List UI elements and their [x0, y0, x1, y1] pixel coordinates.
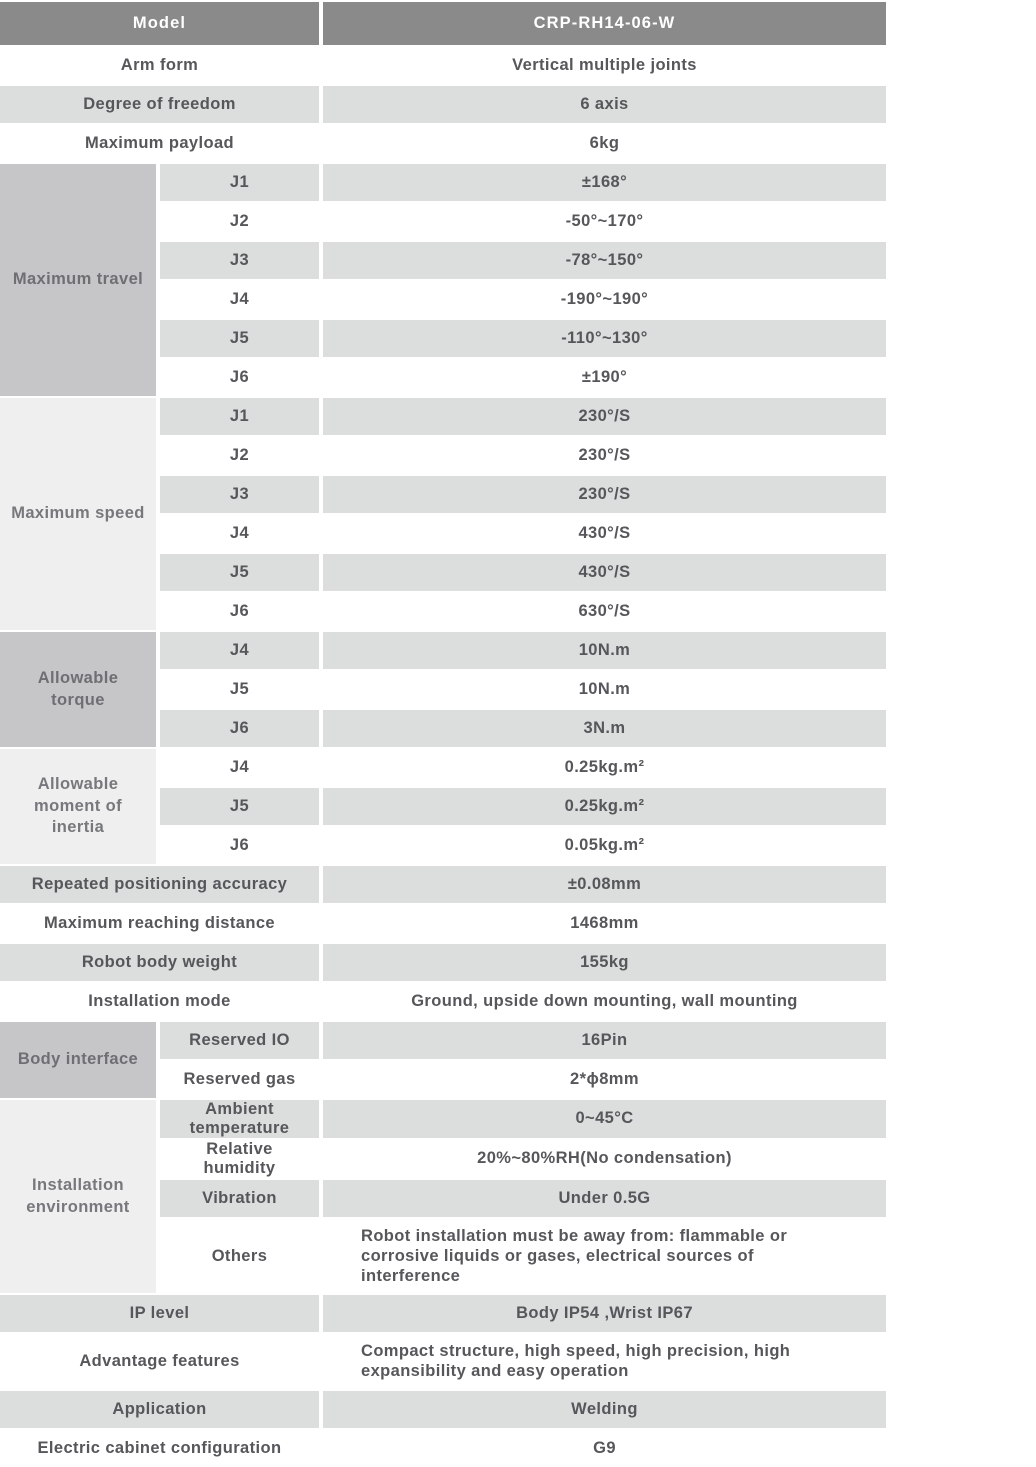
row-value-cell	[323, 47, 886, 84]
joint-label: J6	[229, 719, 250, 738]
row-value: Vertical multiple joints	[512, 56, 697, 75]
joint-value: 10N.m	[578, 641, 631, 660]
row-label: Robot body weight	[81, 953, 238, 972]
joint-label-cell	[160, 320, 319, 357]
joint-value: ±168°	[581, 173, 628, 192]
info-row	[160, 1140, 886, 1178]
row-label-cell	[0, 86, 319, 123]
info-label: Relative humidity	[203, 1139, 276, 1177]
row-value: G9	[593, 1438, 616, 1457]
info-label-cell	[160, 1061, 319, 1098]
joint-label: J6	[229, 836, 250, 855]
model-number-cell	[323, 2, 886, 45]
info-row	[160, 1022, 886, 1059]
row-value-cell	[323, 1295, 886, 1332]
joint-label: J1	[229, 407, 250, 426]
group-label: Allowable moment of inertia	[34, 775, 122, 837]
joint-value-cell	[323, 164, 886, 201]
row-value-cell	[323, 944, 886, 981]
row-label: Advantage features	[79, 1351, 240, 1370]
info-label: Vibration	[202, 1188, 277, 1207]
row-value: ±0.08mm	[567, 875, 642, 894]
joint-label-cell	[160, 242, 319, 279]
row-label-cell	[0, 905, 319, 942]
row-value: Welding	[571, 1399, 638, 1418]
table-row	[0, 905, 886, 942]
joint-label-cell	[160, 281, 319, 318]
table-row	[0, 1295, 886, 1332]
joint-value: 230°/S	[578, 407, 631, 426]
section-allowable-inertia	[0, 749, 886, 864]
joint-value: -190°~190°	[560, 290, 649, 309]
info-value-cell	[323, 1180, 886, 1217]
row-label: Installation mode	[88, 992, 231, 1011]
table-row	[0, 1430, 886, 1467]
info-row	[160, 1061, 886, 1098]
joint-value: 0.25kg.m²	[564, 758, 645, 777]
joint-row	[160, 788, 886, 825]
row-value-cell	[323, 866, 886, 903]
section-installation-environment	[0, 1100, 886, 1293]
joint-label-cell	[160, 749, 319, 786]
row-label: Electric cabinet configuration	[37, 1438, 282, 1457]
row-label: Repeated positioning accuracy	[31, 875, 288, 894]
joint-label-cell	[160, 476, 319, 513]
group-label-cell	[0, 1100, 156, 1293]
row-value: Compact structure, high speed, high precision, high expansibility and easy operation	[361, 1342, 791, 1381]
joint-row	[160, 164, 886, 201]
row-value-cell	[323, 983, 886, 1020]
joint-value: 10N.m	[578, 680, 631, 699]
joint-value-cell	[323, 320, 886, 357]
row-label-cell	[0, 1334, 319, 1388]
joint-label-cell	[160, 164, 319, 201]
info-label-cell	[160, 1180, 319, 1217]
joint-label-cell	[160, 437, 319, 474]
group-label: Maximum travel	[12, 270, 144, 289]
joint-value-cell	[323, 671, 886, 708]
row-label: Maximum reaching distance	[44, 914, 275, 933]
joint-row	[160, 398, 886, 435]
joint-label-cell	[160, 203, 319, 240]
group-rows	[160, 398, 886, 630]
joint-label: J1	[229, 173, 250, 192]
row-value: 6 axis	[580, 95, 629, 114]
joint-row	[160, 242, 886, 279]
group-label: Maximum speed	[11, 504, 145, 523]
joint-label: J5	[229, 680, 250, 699]
table-row	[0, 1334, 886, 1388]
joint-value: -50°~170°	[565, 212, 644, 231]
joint-value-cell	[323, 593, 886, 630]
joint-row	[160, 515, 886, 552]
joint-row	[160, 476, 886, 513]
joint-label-cell	[160, 632, 319, 669]
joint-value-cell	[323, 242, 886, 279]
group-rows	[160, 749, 886, 864]
joint-label: J3	[229, 251, 250, 270]
joint-row	[160, 320, 886, 357]
info-row	[160, 1100, 886, 1138]
joint-value-cell	[323, 632, 886, 669]
row-value-cell	[323, 86, 886, 123]
row-value-cell	[323, 905, 886, 942]
joint-label-cell	[160, 827, 319, 864]
joint-value-cell	[323, 359, 886, 396]
info-value: 16Pin	[581, 1031, 628, 1050]
group-rows	[160, 1022, 886, 1098]
info-value-cell	[323, 1140, 886, 1178]
group-label-cell	[0, 1022, 156, 1098]
group-rows	[160, 1100, 886, 1293]
joint-label: J4	[229, 524, 250, 543]
joint-label: J4	[229, 758, 250, 777]
joint-row	[160, 671, 886, 708]
joint-label: J3	[229, 485, 250, 504]
joint-row	[160, 281, 886, 318]
group-label-cell	[0, 398, 156, 630]
joint-label-cell	[160, 554, 319, 591]
joint-label-cell	[160, 593, 319, 630]
model-number: CRP-RH14-06-W	[533, 14, 676, 33]
row-value: 1468mm	[570, 914, 639, 933]
row-value-cell	[323, 1430, 886, 1467]
joint-label: J4	[229, 290, 250, 309]
joint-label: J5	[229, 563, 250, 582]
section-maximum-speed	[0, 398, 886, 630]
row-label: Arm form	[120, 56, 199, 75]
info-row	[160, 1180, 886, 1217]
row-label-cell	[0, 944, 319, 981]
joint-label: J2	[229, 446, 250, 465]
group-label-cell	[0, 749, 156, 864]
joint-label: J6	[229, 602, 250, 621]
info-label-cell	[160, 1140, 319, 1178]
table-row	[0, 86, 886, 123]
joint-label-cell	[160, 788, 319, 825]
group-rows	[160, 632, 886, 747]
joint-value: 630°/S	[578, 602, 631, 621]
joint-value: ±190°	[581, 368, 628, 387]
group-rows	[160, 164, 886, 396]
info-value-cell	[323, 1100, 886, 1138]
joint-value-cell	[323, 476, 886, 513]
info-label-cell	[160, 1100, 319, 1138]
info-label: Reserved gas	[183, 1070, 296, 1089]
table-row	[0, 866, 886, 903]
joint-label: J2	[229, 212, 250, 231]
info-label: Reserved IO	[189, 1031, 290, 1050]
row-label-cell	[0, 125, 319, 162]
joint-label: J5	[229, 329, 250, 348]
row-label: Application	[112, 1399, 207, 1418]
info-value-cell	[323, 1022, 886, 1059]
info-value-cell	[323, 1061, 886, 1098]
row-label: IP level	[129, 1304, 190, 1323]
table-row	[0, 47, 886, 84]
row-label-cell	[0, 866, 319, 903]
joint-value: 0.05kg.m²	[564, 836, 645, 855]
joint-value: 230°/S	[578, 446, 631, 465]
group-label: Body interface	[17, 1050, 139, 1069]
joint-value-cell	[323, 749, 886, 786]
group-label-cell	[0, 164, 156, 396]
section-allowable-torque	[0, 632, 886, 747]
table-row	[0, 125, 886, 162]
model-header-cell	[0, 2, 319, 45]
row-label: Maximum payload	[84, 134, 235, 153]
joint-value-cell	[323, 554, 886, 591]
info-value: 20%~80%RH(No condensation)	[477, 1149, 732, 1168]
joint-value-cell	[323, 788, 886, 825]
table-row	[0, 1391, 886, 1428]
section-body-interface	[0, 1022, 886, 1098]
info-value: 0~45°C	[575, 1109, 634, 1128]
joint-value-cell	[323, 515, 886, 552]
info-row	[160, 1219, 886, 1293]
joint-label-cell	[160, 515, 319, 552]
table-row	[0, 983, 886, 1020]
joint-row	[160, 554, 886, 591]
row-label-cell	[0, 1391, 319, 1428]
joint-row	[160, 359, 886, 396]
table-header-row	[0, 2, 886, 45]
info-label: Ambient temperature	[189, 1100, 290, 1137]
group-label-cell	[0, 632, 156, 747]
joint-label-cell	[160, 359, 319, 396]
joint-value: -110°~130°	[561, 329, 648, 348]
row-label-cell	[0, 47, 319, 84]
joint-value: 230°/S	[578, 485, 631, 504]
joint-value-cell	[323, 437, 886, 474]
joint-value: 430°/S	[578, 524, 631, 543]
joint-value: 0.25kg.m²	[564, 797, 645, 816]
joint-row	[160, 749, 886, 786]
info-value: 2*ϕ8mm	[570, 1070, 639, 1089]
info-label: Others	[211, 1246, 268, 1265]
joint-value: 3N.m	[583, 719, 626, 738]
info-label-cell	[160, 1022, 319, 1059]
joint-label: J5	[229, 797, 250, 816]
joint-value-cell	[323, 710, 886, 747]
row-value: Ground, upside down mounting, wall mounting	[411, 992, 798, 1011]
joint-row	[160, 827, 886, 864]
row-label-cell	[0, 983, 319, 1020]
info-value: Under 0.5G	[558, 1188, 651, 1207]
joint-value-cell	[323, 827, 886, 864]
row-label: Degree of freedom	[83, 95, 236, 114]
row-value-cell	[323, 125, 886, 162]
joint-value-cell	[323, 281, 886, 318]
joint-row	[160, 203, 886, 240]
row-value: Body IP54 ,Wrist IP67	[516, 1304, 693, 1323]
info-value: Robot installation must be away from: flammable or corrosive liquids or gases, electrical sources of interference	[361, 1226, 788, 1286]
joint-row	[160, 593, 886, 630]
table-row	[0, 944, 886, 981]
joint-value: -78°~150°	[565, 251, 644, 270]
joint-row	[160, 710, 886, 747]
group-label: Installation environment	[26, 1176, 130, 1216]
joint-label-cell	[160, 671, 319, 708]
joint-value-cell	[323, 203, 886, 240]
row-value: 6kg	[589, 134, 620, 153]
row-value: 155kg	[580, 953, 629, 972]
info-value-cell	[323, 1219, 886, 1293]
joint-row	[160, 632, 886, 669]
joint-row	[160, 437, 886, 474]
row-label-cell	[0, 1295, 319, 1332]
joint-label: J4	[229, 641, 250, 660]
joint-label-cell	[160, 398, 319, 435]
group-label: Allowable torque	[37, 669, 119, 709]
model-header-label: Model	[132, 14, 187, 33]
row-label-cell	[0, 1430, 319, 1467]
row-value-cell	[323, 1391, 886, 1428]
joint-value-cell	[323, 398, 886, 435]
joint-label: J6	[229, 368, 250, 387]
row-value-cell	[323, 1334, 886, 1388]
joint-value: 430°/S	[578, 563, 631, 582]
info-label-cell	[160, 1219, 319, 1293]
joint-label-cell	[160, 710, 319, 747]
section-maximum-travel	[0, 164, 886, 396]
